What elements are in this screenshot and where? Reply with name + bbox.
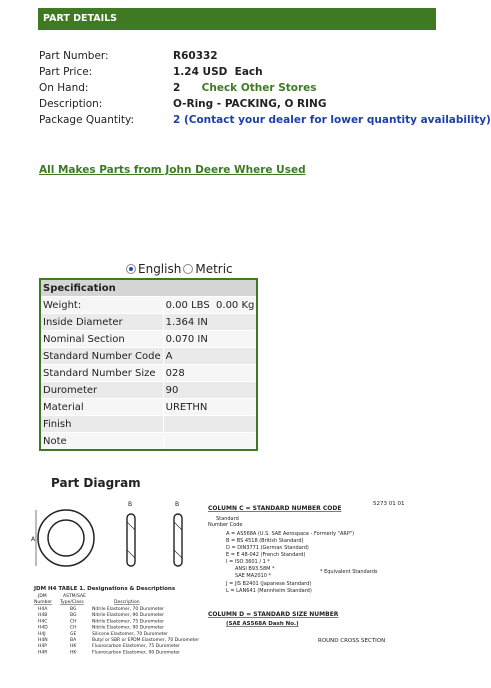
spec-value: 90 bbox=[163, 382, 257, 399]
designation-cell: Nitrile Elastomer, 90 Durometer bbox=[92, 613, 165, 619]
std-label: Standard bbox=[216, 516, 239, 522]
designation-cell: HK bbox=[70, 644, 77, 650]
code-line: J = JIS B2401 (Japanese Standard) bbox=[226, 581, 312, 587]
code-line: I = ISO 3601 / 1 * bbox=[226, 559, 270, 565]
description-value: O-Ring - PACKING, O RING bbox=[173, 98, 327, 110]
spec-name: Material bbox=[40, 399, 163, 416]
o-ring-front-view bbox=[31, 510, 94, 566]
on-hand-value: 2 bbox=[173, 82, 181, 94]
spec-row bbox=[40, 382, 257, 399]
detail-label: Part Price: bbox=[39, 66, 93, 78]
specification-table bbox=[39, 278, 258, 451]
spec-name: Inside Diameter bbox=[40, 314, 163, 331]
designation-cell: Butyl or SBR or EPDM Elastomer, 70 Durometer bbox=[92, 638, 200, 643]
part-diagram bbox=[30, 494, 434, 669]
detail-row-on-hand bbox=[39, 80, 491, 96]
spec-row bbox=[40, 348, 257, 365]
code-line: D = DIN3771 (German Standard) bbox=[226, 545, 309, 551]
part-details-header bbox=[38, 8, 436, 30]
equivalent-note: * Equivalent Standards bbox=[320, 569, 378, 575]
spec-name: Note bbox=[40, 433, 163, 451]
detail-label: On Hand: bbox=[39, 82, 89, 94]
designation-cell: H4R bbox=[38, 650, 48, 656]
spec-row bbox=[40, 331, 257, 348]
designation-cell: H4N bbox=[38, 638, 48, 643]
diagram-code: 5273 01 01 bbox=[373, 501, 405, 507]
designation-cell: Fluorocarbon Elastomer, 90 Durometer bbox=[92, 650, 181, 656]
designation-cell: H4J bbox=[38, 631, 46, 637]
designation-table-title: JDM H4 TABLE 1. Designations & Descriptions bbox=[34, 586, 176, 592]
column-d-heading: COLUMN D = STANDARD SIZE NUMBER bbox=[208, 611, 339, 618]
spec-row bbox=[40, 297, 257, 314]
unit-selector bbox=[126, 262, 233, 276]
check-other-stores-link[interactable]: Check Other Stores bbox=[201, 82, 317, 94]
code-line: A = AS568A (U.S. SAE Aerospace - Formerly "ARP") bbox=[226, 531, 355, 537]
column-d-sub: (SAE AS568A Dash No.) bbox=[226, 621, 299, 627]
spec-row bbox=[40, 399, 257, 416]
spec-name: Nominal Section bbox=[40, 331, 163, 348]
spec-name: Finish bbox=[40, 416, 163, 433]
detail-row-price bbox=[39, 64, 491, 80]
spec-value: 1.364 IN bbox=[163, 314, 257, 331]
designation-cell: Nitrile Elastomer, 90 Durometer bbox=[92, 625, 165, 631]
designation-cell: GE bbox=[70, 631, 77, 637]
part-details-title: PART DETAILS bbox=[43, 13, 118, 24]
dimension-b-label: B bbox=[128, 501, 133, 508]
designation-cell: H4A bbox=[38, 607, 48, 612]
designation-cell: CH bbox=[70, 619, 77, 625]
price-value: 1.24 USD Each bbox=[173, 66, 263, 78]
spec-name: Standard Number Size bbox=[40, 365, 163, 382]
table-head: Number bbox=[34, 600, 53, 605]
designation-cell: H4P bbox=[38, 644, 47, 650]
spec-row bbox=[40, 416, 257, 433]
designation-cell: BA bbox=[70, 638, 77, 643]
designation-cell: Silicone Elastomer, 70 Durometer bbox=[92, 631, 168, 637]
designation-cell: CH bbox=[70, 625, 77, 631]
table-head: Type/Class bbox=[60, 600, 84, 605]
code-line: SAE MA2010 * bbox=[235, 573, 271, 579]
table-head: JDM bbox=[38, 594, 47, 599]
spec-name: Weight: bbox=[40, 297, 163, 314]
designation-cell: BG bbox=[70, 613, 77, 619]
metric-label[interactable]: Metric bbox=[195, 262, 233, 276]
part-diagram-title: Part Diagram bbox=[51, 476, 141, 490]
spec-value: A bbox=[163, 348, 257, 365]
table-head: Description bbox=[114, 600, 140, 605]
designation-cell: Fluorocarbon Elastomer, 75 Durometer bbox=[92, 644, 181, 650]
detail-label: Part Number: bbox=[39, 50, 109, 62]
spec-header: Specification bbox=[40, 279, 257, 297]
table-head: ASTM/SAE bbox=[63, 594, 86, 599]
package-quantity-value: 2 bbox=[173, 114, 181, 126]
detail-row-package-quantity bbox=[39, 112, 491, 128]
detail-label: Package Quantity: bbox=[39, 114, 135, 126]
detail-row-description bbox=[39, 96, 491, 112]
designation-cell: H4C bbox=[38, 619, 48, 625]
column-c-heading: COLUMN C = STANDARD NUMBER CODE bbox=[208, 505, 342, 512]
part-number-value: R60332 bbox=[173, 50, 218, 62]
spec-name: Standard Number Code bbox=[40, 348, 163, 365]
part-details-list bbox=[39, 48, 491, 128]
spec-value: 028 bbox=[163, 365, 257, 382]
spec-value: 0.00 LBS 0.00 Kg bbox=[163, 297, 257, 314]
designation-cell: H4B bbox=[38, 613, 48, 619]
spec-row bbox=[40, 314, 257, 331]
std-label: Number Code bbox=[208, 522, 243, 528]
spec-name: Durometer bbox=[40, 382, 163, 399]
round-cross-section: ROUND CROSS SECTION bbox=[318, 638, 386, 644]
spec-value: 0.070 IN bbox=[163, 331, 257, 348]
code-line: ANSI B93.58M * bbox=[235, 566, 275, 572]
o-ring-side-view bbox=[127, 501, 182, 566]
dealer-note: (Contact your dealer for lower quantity availability) bbox=[183, 114, 491, 126]
dimension-b-label: B bbox=[175, 501, 180, 508]
metric-radio[interactable] bbox=[183, 264, 193, 274]
detail-label: Description: bbox=[39, 98, 103, 110]
designation-cell: H4D bbox=[38, 625, 48, 631]
spec-value: URETHN bbox=[163, 399, 257, 416]
designation-cell: Nitrile Elastomer, 70 Durometer bbox=[92, 607, 165, 612]
spec-row bbox=[40, 433, 257, 451]
spec-value bbox=[163, 433, 257, 451]
detail-row-part-number bbox=[39, 48, 491, 64]
english-radio[interactable] bbox=[126, 264, 136, 274]
english-label[interactable]: English bbox=[138, 262, 182, 276]
designation-table-rows bbox=[38, 606, 199, 655]
code-line: L = LAN641 (Mannheim Standard) bbox=[226, 588, 312, 594]
designation-cell: BG bbox=[70, 607, 77, 612]
code-line: E = E 48-042 (French Standard) bbox=[226, 552, 306, 558]
spec-value bbox=[163, 416, 257, 433]
code-line: B = BS 4518 (British Standard) bbox=[226, 538, 304, 544]
designation-cell: HK bbox=[70, 650, 77, 656]
spec-header-row bbox=[40, 279, 257, 297]
designation-cell: Nitrile Elastomer, 75 Durometer bbox=[92, 619, 165, 625]
where-used-link[interactable]: All Makes Parts from John Deere Where Used bbox=[39, 164, 306, 176]
dimension-a-label: A bbox=[31, 536, 36, 543]
spec-row bbox=[40, 365, 257, 382]
